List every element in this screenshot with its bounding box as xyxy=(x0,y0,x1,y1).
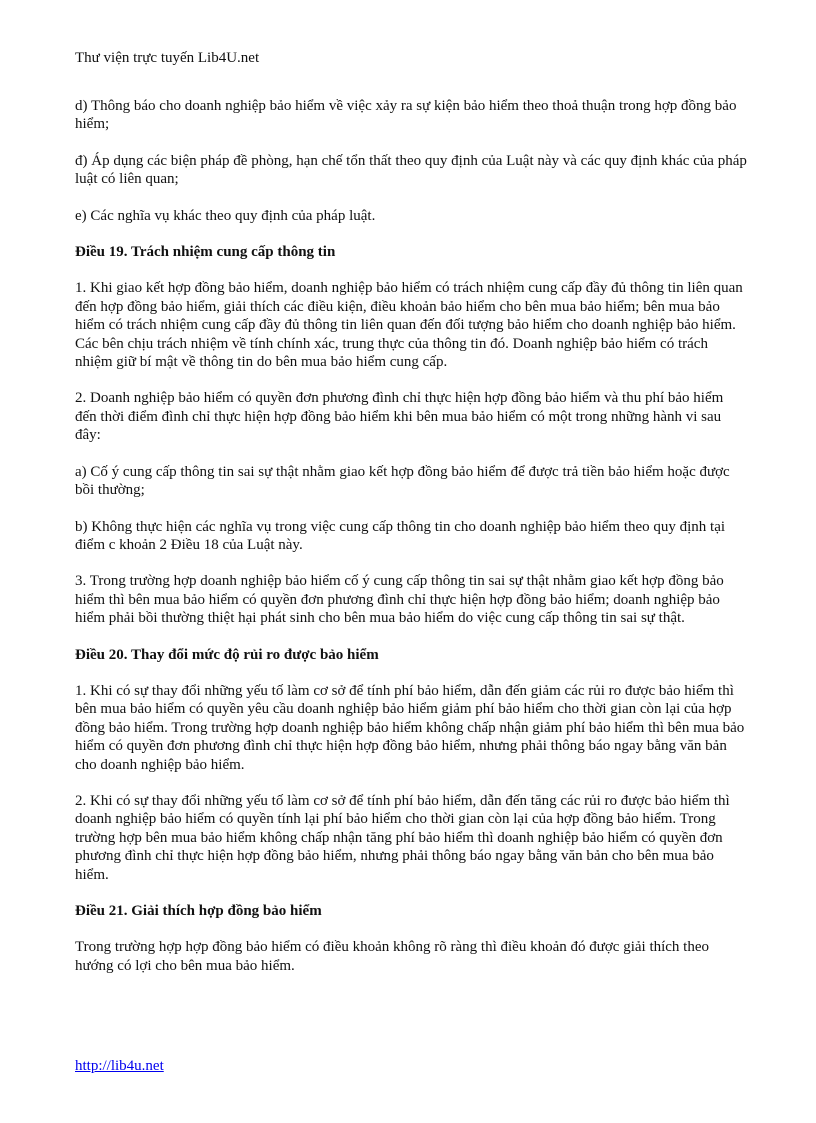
article-20-heading: Điều 20. Thay đổi mức độ rủi ro được bảo hiểm xyxy=(75,646,379,663)
article-19-clause-2b: b) Không thực hiện các nghĩa vụ trong việc cung cấp thông tin cho doanh nghiệp bảo hiểm theo quy định tại điểm c khoản 2 Điều 18 của Luật này. xyxy=(75,518,726,553)
paragraph-e: e) Các nghĩa vụ khác theo quy định của pháp luật. xyxy=(75,207,376,224)
article-19-clause-2: 2. Doanh nghiệp bảo hiểm có quyền đơn phương đình chỉ thực hiện hợp đồng bảo hiểm và thu phí bảo hiểm đến thời điểm đình chỉ thực hiện hợp đồng bảo hiểm khi bên mua bảo hiểm có một trong những hành vi sau đây: xyxy=(75,390,724,444)
article-21-heading: Điều 21. Giải thích hợp đồng bảo hiểm xyxy=(75,903,322,919)
article-21-body: Trong trường hợp hợp đồng bảo hiểm có điều khoản không rõ ràng thì điều khoản đó được giải thích theo hướng có lợi cho bên mua bảo hiểm. xyxy=(75,939,710,974)
article-19-clause-3: 3. Trong trường hợp doanh nghiệp bảo hiểm cố ý cung cấp thông tin sai sự thật nhằm giao kết hợp đồng bảo hiểm thì bên mua bảo hiểm có quyền đơn phương đình chỉ thực hiện hợp đồng bảo hiểm; doanh nghiệp bảo hiểm phải bồi thường thiệt hại phát sinh cho bên mua bảo hiểm do việc cung cấp thông tin sai sự thật. xyxy=(75,573,724,627)
paragraph-dd: đ) Áp dụng các biện pháp đề phòng, hạn chế tổn thất theo quy định của Luật này và các quy định khác của pháp luật có liên quan; xyxy=(75,152,747,188)
article-20-clause-1: 1. Khi có sự thay đổi những yếu tố làm cơ sở để tính phí bảo hiểm, dẫn đến giảm các rủi ro được bảo hiểm thì bên mua bảo hiểm có quyền yêu cầu doanh nghiệp bảo hiểm giảm phí bảo hiểm cho thời gian còn lại của hợp đồng bảo hiểm. Trong trường hợp doanh nghiệp bảo hiểm không chấp nhận giảm phí bảo hiểm thì bên mua bảo hiểm có quyền đơn phương đình chỉ thực hiện hợp đồng bảo hiểm, nhưng phải thông báo ngay bằng văn bản cho doanh nghiệp bảo hiểm. xyxy=(75,682,745,773)
article-19-clause-2a: a) Cố ý cung cấp thông tin sai sự thật nhằm giao kết hợp đồng bảo hiểm để được trả tiền bảo hiểm hoặc được bồi thường; xyxy=(75,463,730,499)
article-19-clause-1: 1. Khi giao kết hợp đồng bảo hiểm, doanh nghiệp bảo hiểm có trách nhiệm cung cấp đầy đủ thông tin liên quan đến hợp đồng bảo hiểm, giải thích các điều kiện, điều khoản bảo hiểm cho bên mua bảo hiểm; bên mua bảo hiểm có trách nhiệm cung cấp đầy đủ thông tin liên quan đến đối tượng bảo hiểm cho doanh nghiệp bảo hiểm. Các bên chịu trách nhiệm về tính chính xác, trung thực của thông tin đó. Doanh nghiệp bảo hiểm có trách nhiệm giữ bí mật về thông tin do bên mua bảo hiểm cung cấp. xyxy=(75,280,743,371)
page-footer xyxy=(75,1057,164,1075)
article-20-clause-2: 2. Khi có sự thay đổi những yếu tố làm cơ sở để tính phí bảo hiểm, dẫn đến tăng các rủi ro được bảo hiểm thì doanh nghiệp bảo hiểm có quyền tính lại phí bảo hiểm cho thời gian còn lại của hợp đồng bảo hiểm. Trong trường hợp bên mua bảo hiểm không chấp nhận tăng phí bảo hiểm thì doanh nghiệp bảo hiểm có quyền đơn phương đình chỉ thực hiện hợp đồng bảo hiểm, nhưng phải thông báo ngay bằng văn bản cho bên mua bảo hiểm. xyxy=(75,792,730,883)
paragraph-d: d) Thông báo cho doanh nghiệp bảo hiểm về việc xảy ra sự kiện bảo hiểm theo thoả thuận trong hợp đồng bảo hiểm; xyxy=(75,98,737,133)
document-body xyxy=(75,97,747,993)
footer-link[interactable]: http://lib4u.net xyxy=(75,1058,164,1074)
page-header: Thư viện trực tuyến Lib4U.net xyxy=(75,50,260,66)
article-19-heading: Điều 19. Trách nhiệm cung cấp thông tin xyxy=(75,244,336,261)
